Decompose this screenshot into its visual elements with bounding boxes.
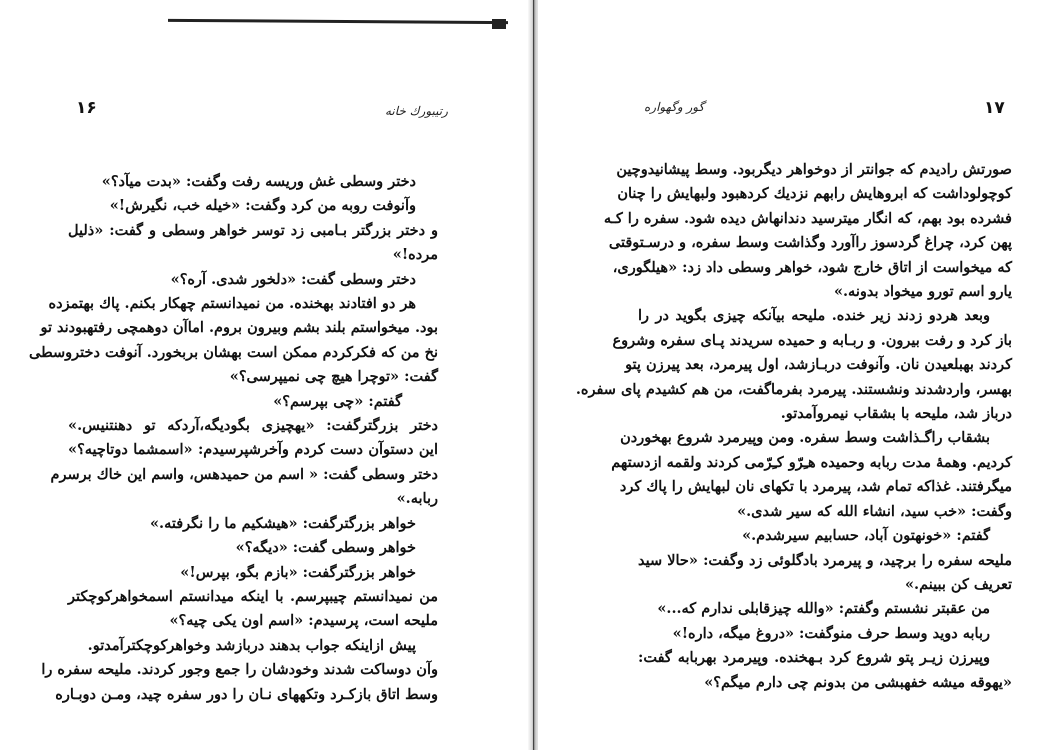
text-line: پهن کرد، چراغ گردسوز راآورد وگذاشت وسط سفره، و درسـتوقتی [608, 234, 1012, 252]
text-line: وپیرزن زیـر پتو شروع کرد بـهخنده. وپیرمرد بهربابه گفت: [638, 649, 990, 667]
left-text-block [28, 170, 438, 707]
gutter-line [533, 0, 534, 750]
text-line: دختر بزرگترگفت: «یهچیزی بگودیگه،آردکه تو دهنتنیس.» [68, 417, 438, 435]
text-line: میگرفتند. غذاکه تمام شد، پیرمرد با تکهای نان لبهایش را پاك کرد [619, 478, 1012, 496]
text-line: ملیحه سفره را برچید، و پیرمرد بادگلوئی زد وگفت: «حالا سید [638, 551, 1012, 569]
right-page-number: ۱۷ [984, 98, 1005, 118]
text-line: نخ من که فکرکردم ممکن است بهشان بربخورد. آنوفت دختروسطی [28, 343, 438, 361]
text-line: ملیحه است، پرسیدم: «اسم اون یکی چیه؟» [169, 612, 438, 630]
left-running-title: رتیبورك خانه [385, 104, 448, 118]
text-line: ربابه.» [396, 490, 438, 508]
right-running-title: گور وگهواره [644, 100, 705, 114]
text-line: من عقبتر نشستم وگفتم: «والله چیزقابلی ندارم که...» [657, 600, 990, 618]
text-line: خواهر بزرگترگفت: «بازم بگو، بپرس!» [180, 563, 416, 581]
text-line: وبعد هردو زدند زیر خنده. ملیحه بیآنکه چیزی بگوید در را [638, 307, 990, 325]
text-line: گفتم: «چی بپرسم؟» [273, 392, 402, 410]
right-text-block [575, 158, 1012, 695]
text-line: بهسر، واردشدند ونشستند. پیرمرد بفرماگفت، من هم کشیدم پای سفره. [575, 380, 1012, 398]
text-line: هر دو افتادند بهخنده. من نمیدانستم چهکار بکنم. پاك بهتمزده [48, 295, 416, 313]
text-line: خواهر بزرگترگفت: «هیشکیم ما را نگرفته.» [149, 514, 416, 532]
text-line: درباز شد، ملیحه با بشقاب نیمروآمدتو. [780, 405, 1012, 423]
text-line: وآن دوساکت شدند وخودشان را جمع وجور کردند. ملیحه سفره را [41, 661, 438, 679]
text-line: این دستوآن دست کردم وآخرشپرسیدم: «اسمشما دوتاچیه؟» [68, 441, 438, 459]
text-line: وگفت: «خب سید، انشاء الله که سیر شدی.» [737, 502, 1012, 520]
right-page [538, 0, 1054, 750]
text-line: من نمیدانستم چیبپرسم. با اینکه میدانستم اسمخواهرکوچکتر [68, 587, 438, 605]
text-line: صورتش رادیدم که جوانتر از دوخواهر دیگربود. وسط پیشانیدوچین [616, 161, 1012, 178]
top-rule-end [492, 19, 506, 29]
text-line: بود. میخواستم بلند بشم وبیرون بروم. اماآن دوهمچی رفتهبودند تو [40, 319, 438, 337]
text-line: گفت: «توچرا هیچ چی نمیپرسی؟» [229, 368, 438, 386]
text-line: یارو اسم تورو میخواد بدونه.» [833, 283, 1012, 301]
text-line: خواهر وسطی گفت: «دیگه؟» [235, 539, 416, 557]
text-line: تعریف کن ببینم.» [904, 575, 1012, 593]
text-line: مرده!» [392, 246, 438, 264]
text-line: کوچولوداشت که ابروهایش رابهم نزدیك کردهبود ولبهایش را چنان [617, 185, 1012, 203]
text-line: دختر وسطی گفت: « اسم من حمیدهس، واسم این خاك برسرم [50, 465, 438, 483]
text-line: و دختر بزرگتر بـامبی زد توسر خواهر وسطی و گفت: «ذلیل [68, 221, 438, 239]
text-line: باز کرد و رفت بیرون. و ربـابه و حمیده سریدند پـای سفره وشروع [612, 331, 1012, 349]
text-line: «یهوقه میشه خفهبشی من بدونم چی دارم میگم؟» [704, 673, 1012, 691]
text-line: کردیم. وهمهٔ مدت ربابه وحمیده هـِرّو کـِرّمی کردند ولقمه ازدستهم [611, 453, 1012, 471]
text-line: دختر وسطی گفت: «دلخور شدی. آره؟» [170, 270, 416, 288]
left-page-number: ۱۶ [76, 98, 97, 118]
text-line: کردند بهبلعیدن نان. وآنوفت دربـازشد، اول پیرمرد، بعد پیرزن پتو [625, 356, 1012, 374]
text-line: دختر وسطی غش وریسه رفت وگفت: «بدت میآد؟» [101, 173, 416, 190]
text-line: گفتم: «خونهتون آباد، حسابیم سیرشدم.» [742, 527, 990, 545]
text-line: که میخواست از اتاق خارج شود، خواهر وسطی داد زد: «هیلگوری، [612, 258, 1012, 276]
text-line: ربابه دوید وسط حرف منوگفت: «دروغ میگه، داره!» [672, 624, 990, 642]
text-line: پیش ازاینکه جواب بدهند دربازشد وخواهرکوچکترآمدتو. [87, 636, 416, 654]
text-line: وآنوفت روبه من کرد وگفت: «خیله خب، نگیرش!» [109, 197, 416, 215]
top-rule [168, 19, 508, 24]
text-line: فشرده بود بهم، که انگار میترسید دندانهاش دیده شود. سفره را کـه [603, 209, 1012, 227]
text-line: بشقاب راگـذاشت وسط سفره. ومن وپیرمرد شروع بهخوردن [620, 429, 990, 447]
text-line: وسط اتاق بازکـرد وتکههای نـان را دور سفره چید، ومـن دوبـاره [55, 685, 438, 703]
